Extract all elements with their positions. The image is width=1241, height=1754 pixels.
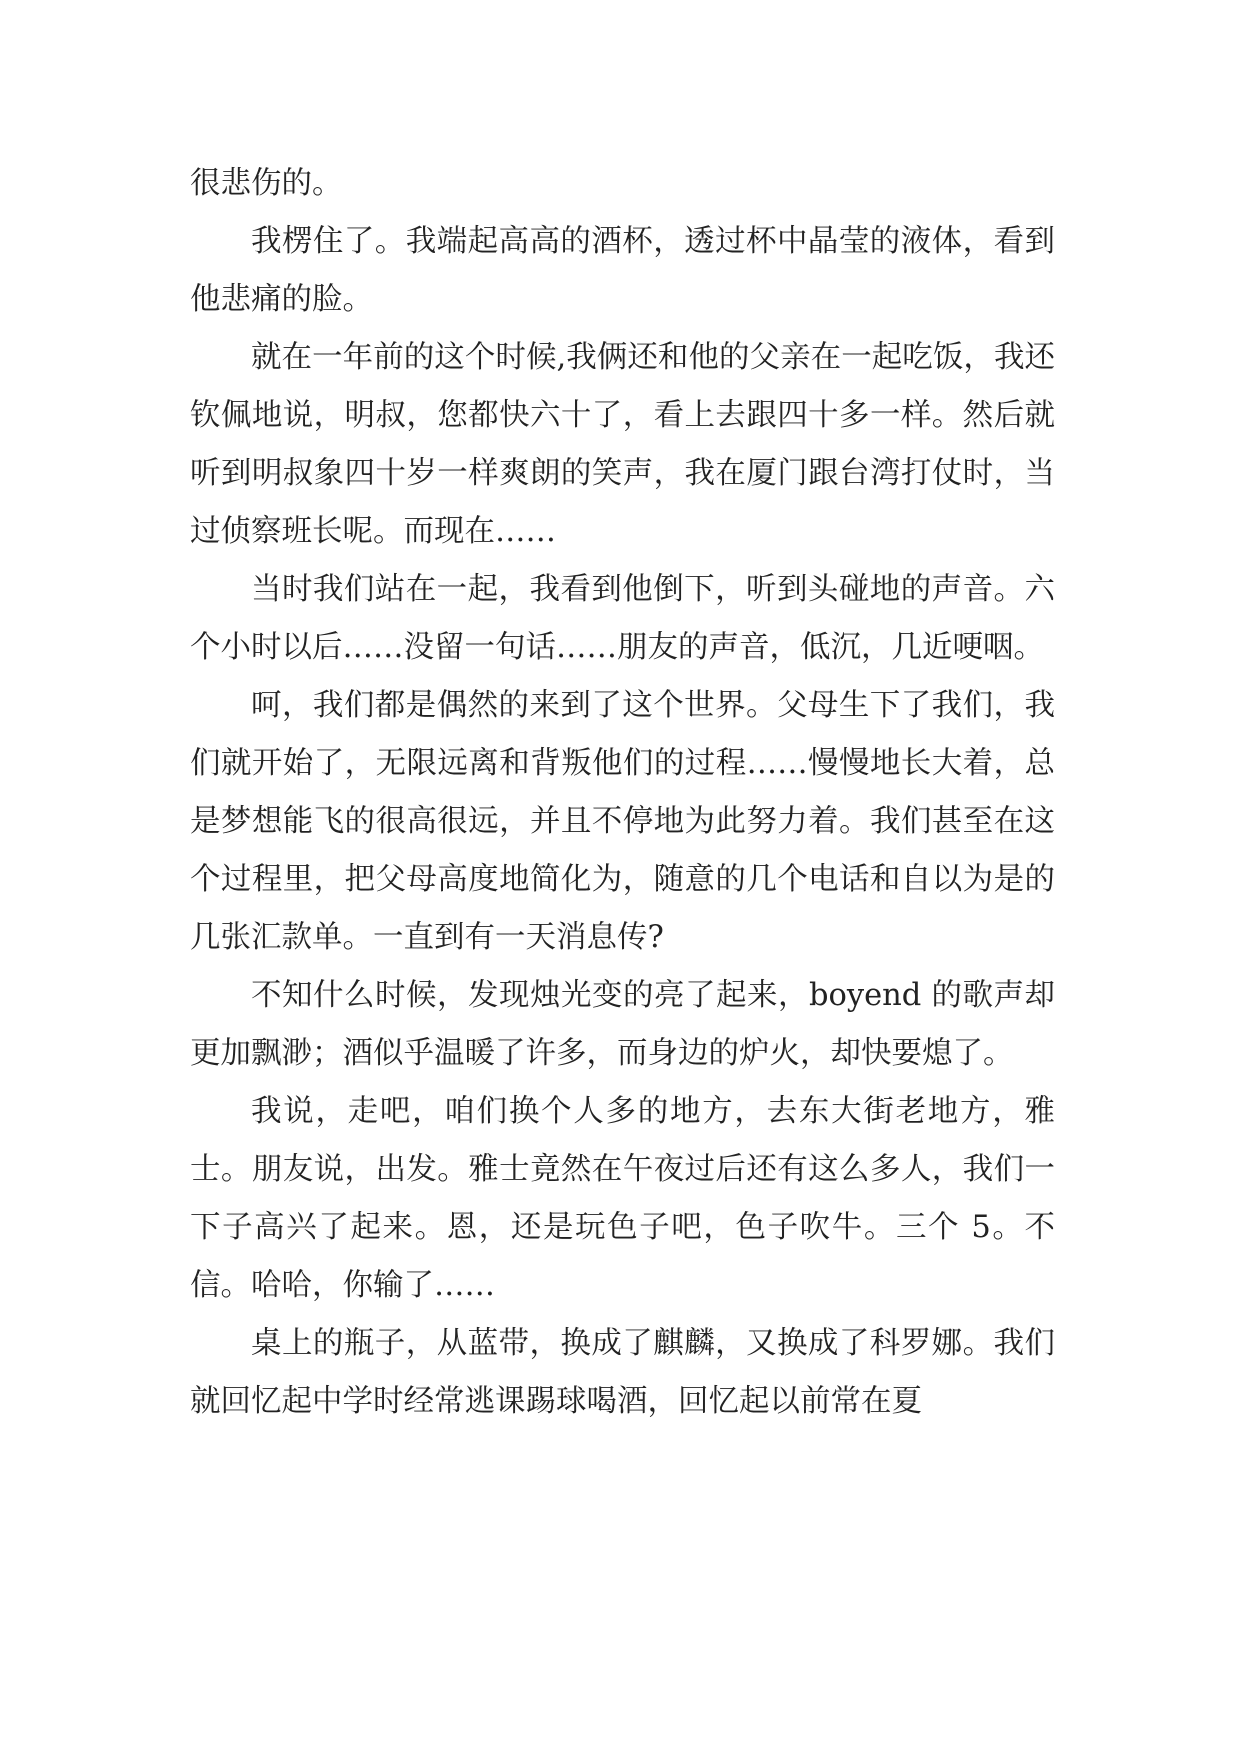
paragraph-4: 当时我们站在一起，我看到他倒下，听到头碰地的声音。六个小时以后……没留一句话……朋友的声音，低沉，几近哽咽。 bbox=[190, 572, 1055, 665]
paragraph-2: 我楞住了。我端起高高的酒杯，透过杯中晶莹的液体，看到他悲痛的脸。 bbox=[190, 224, 1055, 317]
paragraph-1: 很悲伤的。 bbox=[190, 166, 343, 201]
paragraph-3: 就在一年前的这个时候,我俩还和他的父亲在一起吃饭，我还钦佩地说，明叔，您都快六十了，看上去跟四十多一样。然后就听到明叔象四十岁一样爽朗的笑声，我在厦门跟台湾打仗时，当过侦察班长呢。而现在…… bbox=[190, 340, 1055, 549]
paragraph-6: 不知什么时候，发现烛光变的亮了起来，boyend 的歌声却更加飘渺；酒似乎温暖了许多，而身边的炉火，却快要熄了。 bbox=[190, 978, 1055, 1071]
paragraph-8: 桌上的瓶子，从蓝带，换成了麒麟，又换成了科罗娜。我们就回忆起中学时经常逃课踢球喝酒，回忆起以前常在夏 bbox=[190, 1326, 1055, 1419]
paragraph-7: 我说，走吧，咱们换个人多的地方，去东大街老地方，雅士。朋友说，出发。雅士竟然在午夜过后还有这么多人，我们一下子高兴了起来。恩，还是玩色子吧，色子吹牛。三个 5。不信。哈哈，你输了…… bbox=[190, 1094, 1055, 1303]
document-body bbox=[190, 155, 1055, 1431]
paragraph-5: 呵，我们都是偶然的来到了这个世界。父母生下了我们，我们就开始了，无限远离和背叛他们的过程……慢慢地长大着，总是梦想能飞的很高很远，并且不停地为此努力着。我们甚至在这个过程里，把父母高度地简化为，随意的几个电话和自以为是的几张汇款单。一直到有一天消息传? bbox=[190, 688, 1055, 955]
